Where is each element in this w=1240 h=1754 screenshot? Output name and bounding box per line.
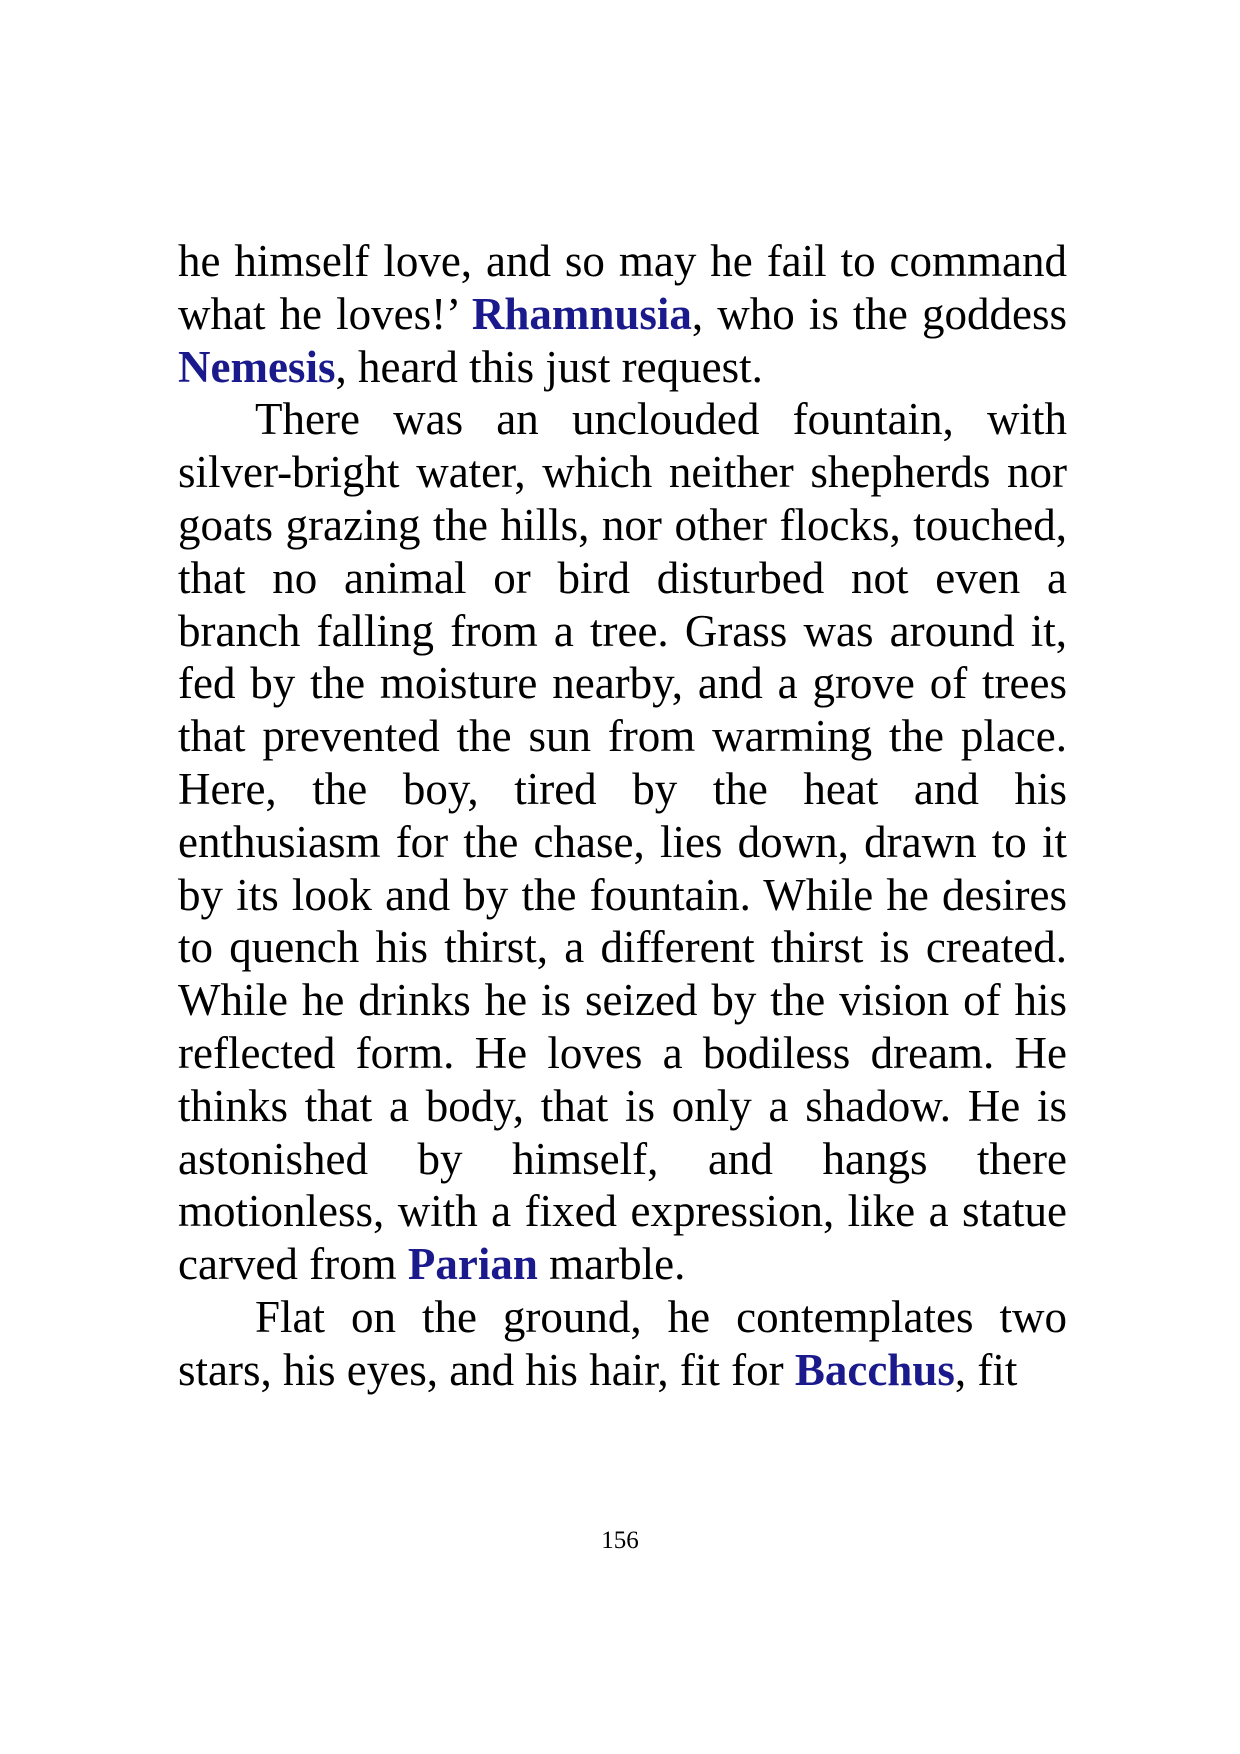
paragraph-2 [178,393,1067,1291]
text-segment: There was an unclouded fountain, with silver-bright water, which neither shepherds nor goats grazing the hills, nor other flocks, touched, that no animal or bird disturbed not even a branch falling from a tree. Grass was around it, fed by the moisture nearby, and a grove of trees that prevented the sun from warming the place. Here, the boy, tired by the heat and his enthusiasm for the chase, lies down, drawn to it by its look and by the fountain. While he desires to quench his thirst, a different thirst is created. While he drinks he is seized by the vision of his reflected form. He loves a bodiless dream. He thinks that a body, that is only a shadow. He is astonished by himself, and hangs there motionless, with a fixed expression, like a statue carved from [178,394,1067,1290]
text-segment: Flat on the ground, he contemplates two stars, his eyes, and his hair, fit for [178,1291,1067,1395]
text-segment: he himself love, and so may he fail to command what he loves!’ [178,236,1067,339]
name-nemesis: Nemesis [178,341,336,392]
name-parian: Parian [407,1239,538,1290]
body-text [178,235,1067,1397]
text-segment: , fit [954,1344,1018,1395]
name-rhamnusia: Rhamnusia [471,288,692,339]
paragraph-1 [178,235,1067,393]
text-segment: , heard this just request. [335,341,763,392]
paragraph-3 [178,1291,1067,1397]
text-segment: marble. [537,1239,686,1290]
page-number: 156 [601,1527,639,1554]
text-segment: , who is the goddess [691,288,1067,339]
name-bacchus: Bacchus [794,1344,955,1395]
